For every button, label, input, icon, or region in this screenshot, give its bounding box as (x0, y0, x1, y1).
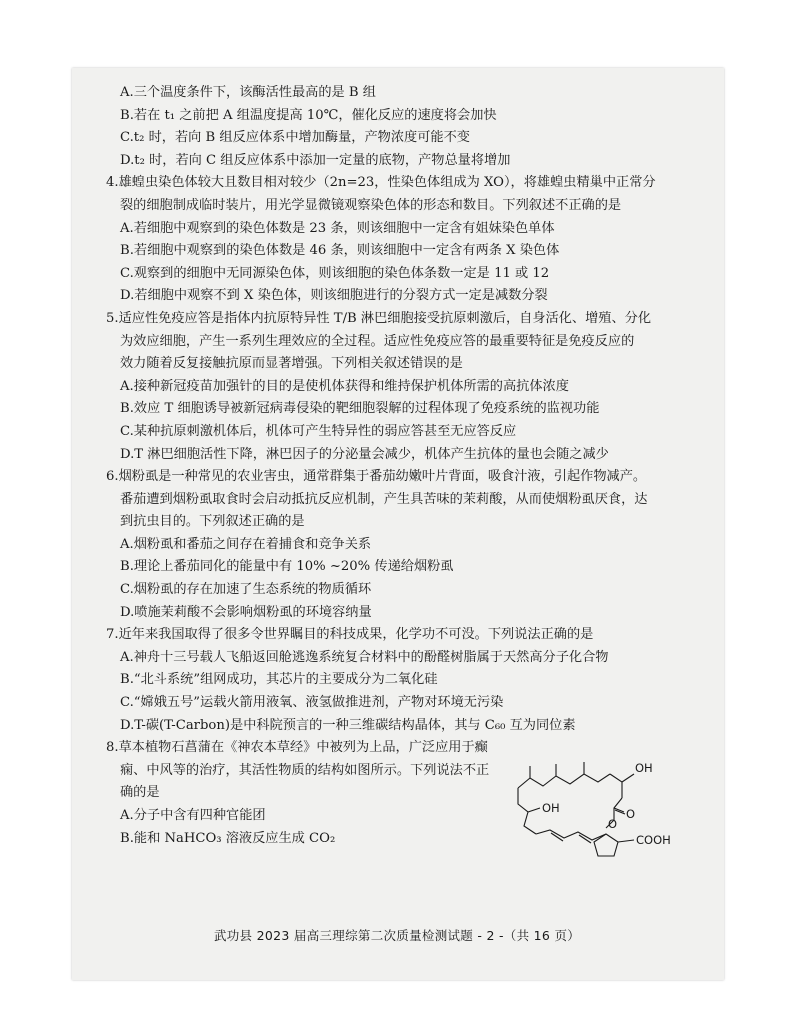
q3-option-c: C.t₂ 时，若向 B 组反应体系中增加酶量，产物浓度可能不变 (120, 130, 470, 146)
question-6 (106, 466, 680, 624)
q3-option-a: A.三个温度条件下，该酶活性最高的是 B 组 (120, 85, 376, 100)
q8-option-b: B.能和 NaHCO₃ 溶液反应生成 CO₂ (120, 830, 336, 846)
q5-option-c: C.某种抗原刺激机体后，机体可产生特异性的弱应答甚至无应答反应 (120, 423, 517, 439)
q4-stem-line-2: 裂的细胞制成临时装片，用光学显微镜观察染色体的形态和数目。下列叙述不正确的是 (120, 197, 622, 213)
q4-option-d: D.若细胞中观察不到 X 染色体，则该细胞进行的分裂方式一定是减数分裂 (120, 288, 548, 304)
q4-option-b: B.若细胞中观察到的染色体数是 46 条，则该细胞中一定含有两条 X 染色体 (120, 243, 560, 259)
q6-option-a: A.烟粉虱和番茄之间存在着捕食和竞争关系 (120, 536, 372, 552)
q7-option-c: C.“嫦娥五号”运载火箭用液氧、液氢做推进剂，产物对环境无污染 (120, 695, 504, 711)
structure-bonds (518, 762, 634, 856)
q7-option-a: A.神舟十三号载人飞船返回舱逃逸系统复合材料中的酚醛树脂属于天然高分子化合物 (120, 649, 609, 665)
q4-option-c: C.观察到的细胞中无同源染色体，则该细胞的染色体条数一定是 11 或 12 (120, 265, 550, 281)
q8-option-a: A.分子中含有四种官能团 (120, 808, 266, 823)
q5-stem-line-1: 5.适应性免疫应答是指体内抗原特异性 T/B 淋巴细胞接受抗原刺激后，自身活化、增殖、分化 (106, 310, 652, 326)
exam-content (106, 82, 680, 850)
question-5 (106, 308, 680, 466)
q5-stem-line-3: 效力随着反复接触抗原而显著增强。下列相关叙述错误的是 (120, 356, 463, 372)
page-footer: 武功县 2023 届高三理综第二次质量检测试题 - 2 -（共 16 页） (213, 928, 581, 943)
question-4 (106, 172, 680, 308)
q3-options (120, 82, 680, 172)
q6-stem-line-3: 到抗虫目的。下列叙述正确的是 (120, 514, 305, 530)
q6-stem-line-2: 番茄遭到烟粉虱取食时会启动抵抗反应机制，产生具苦味的茉莉酸，从而使烟粉虱厌食，达 (120, 491, 648, 507)
q7-option-b: B.“北斗系统”组网成功，其芯片的主要成分为二氧化硅 (120, 672, 438, 688)
q5-option-a: A.接种新冠疫苗加强针的目的是使机体获得和维持保护机体所需的高抗体浓度 (120, 378, 569, 394)
q6-option-d: D.喷施茉莉酸不会影响烟粉虱的环境容纳量 (120, 604, 372, 620)
structure-oh-mid: OH (542, 801, 560, 815)
q5-option-b: B.效应 T 细胞诱导被新冠病毒侵染的靶细胞裂解的过程体现了免疫系统的监视功能 (120, 401, 600, 417)
q6-stem-line-1: 6.烟粉虱是一种常见的农业害虫，通常群集于番茄幼嫩叶片背面，吸食汁液，引起作物减产。 (106, 469, 647, 485)
q5-option-d: D.T 淋巴细胞活性下降，淋巴因子的分泌量会减少，机体产生抗体的量也会随之减少 (120, 446, 609, 462)
q3-option-d: D.t₂ 时，若向 C 组反应体系中添加一定量的底物，产物总量将增加 (120, 152, 511, 168)
q8-stem-line-2: 痫、中风等的治疗，其活性物质的结构如图所示。下列说法不正 (120, 762, 490, 778)
q7-stem-line-1: 7.近年来我国取得了很多令世界瞩目的科技成果，化学功不可没。下列说法正确的是 (106, 627, 594, 643)
question-7 (106, 624, 680, 737)
q8-stem-line-3: 确的是 (120, 785, 160, 801)
q4-option-a: A.若细胞中观察到的染色体数是 23 条，则该细胞中一定含有姐妹染色单体 (120, 220, 555, 236)
structure-oh-top: OH (635, 761, 653, 775)
structure-cooh: COOH (636, 833, 671, 847)
q6-option-b: B.理论上番茄同化的能量中有 10% ~20% 传递给烟粉虱 (120, 559, 454, 575)
q8-structure-diagram (488, 748, 678, 872)
q5-stem-line-2: 为效应细胞，产生一系列生理效应的全过程。适应性免疫应答的最重要特征是免疫反应的 (120, 333, 635, 349)
q6-option-c: C.烟粉虱的存在加速了生态系统的物质循环 (120, 582, 372, 598)
q7-option-d: D.T-碳(T-Carbon)是中科院预言的一种三维碳结构晶体，其与 C₆₀ 互为同位素 (120, 717, 576, 733)
q4-stem-line-1: 4.雄蝗虫染色体较大且数目相对较少（2n=23，性染色体组成为 XO），将雄蝗虫精巢中正常分 (106, 175, 656, 191)
structure-o-ring: O (608, 817, 618, 831)
q8-stem-line-1: 8.草本植物石菖蒲在《神农本草经》中被列为上品，广泛应用于癫 (106, 740, 488, 756)
q3-option-b: B.若在 t₁ 之前把 A 组温度提高 10℃，催化反应的速度将会加快 (120, 107, 497, 123)
structure-o-carbonyl: O (626, 807, 636, 821)
